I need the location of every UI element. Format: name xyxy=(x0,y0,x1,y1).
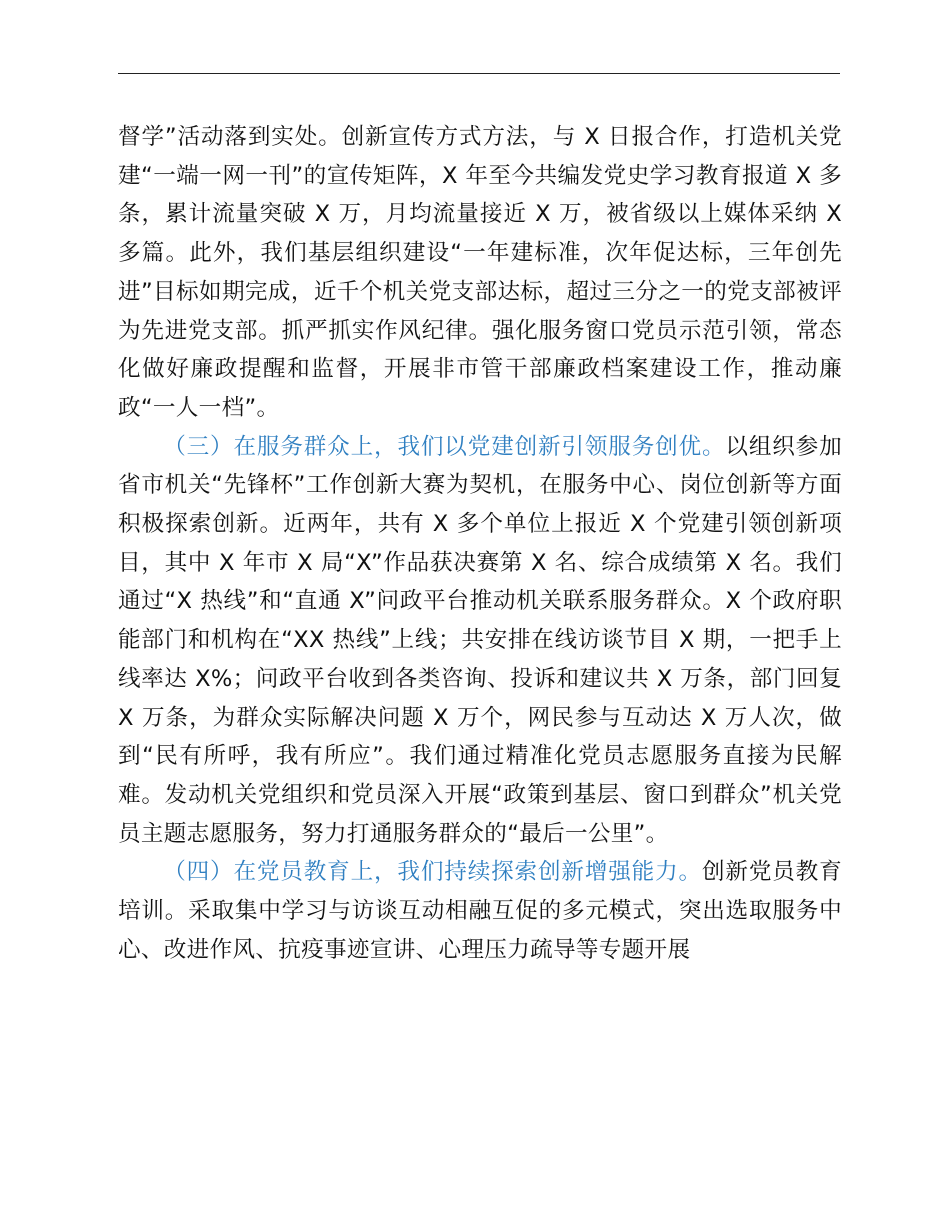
paragraph-continuation xyxy=(118,118,842,428)
section-heading-three: （三）在服务群众上，我们以党建创新引领服务创优。 xyxy=(163,433,726,460)
paragraph-service-masses xyxy=(118,428,842,854)
header-rule xyxy=(118,73,840,74)
paragraph-text: 创新党员教育培训。采取集中学习与访谈互动相融互促的多元模式，突出选取服务中心、改进作风、抗疫事迹宣讲、心理压力疏导等专题开展 xyxy=(118,859,842,963)
paragraph-text: 督学”活动落到实处。创新宣传方式方法，与 X 日报合作，打造机关党建“一端一网一刊”的宣传矩阵，X 年至今共编发党史学习教育报道 X 多条，累计流量突破 X 万，月均流量接近 X 万，被省级以上媒体采纳 X 多篇。此外，我们基层组织建设“一年建标准，次年促达标，三年创先进”目标如期完成，近千个机关党支部达标，超过三分之一的党支部被评为先进党支部。抓严抓实作风纪律。强化服务窗口党员示范引领，常态化做好廉政提醒和监督，开展非市管干部廉政档案建设工作，推动廉政“一人一档”。 xyxy=(118,124,842,421)
paragraph-text: 以组织参加省市机关“先锋杯”工作创新大赛为契机，在服务中心、岗位创新等方面积极探索创新。近两年，共有 X 多个单位上报近 X 个党建引领创新项目，其中 X 年市 X 局“X”作品获决赛第 X 名、综合成绩第 X 名。我们通过“X 热线”和“直通 X”问政平台推动机关联系服务群众。X 个政府职能部门和机构在“XX 热线”上线；共安排在线访谈节目 X 期，一把手上线率达 X%；问政平台收到各类咨询、投诉和建议共 X 万条，部门回复 X 万条，为群众实际解决问题 X 万个，网民参与互动达 X 万人次，做到“民有所呼，我有所应”。我们通过精准化党员志愿服务直接为民解难。发动机关党组织和党员深入开展“政策到基层、窗口到群众”机关党员主题志愿服务，努力打通服务群众的“最后一公里”。 xyxy=(118,433,843,847)
section-heading-four: （四）在党员教育上，我们持续探索创新增强能力。 xyxy=(163,859,702,886)
paragraph-member-education xyxy=(118,853,842,969)
document-body xyxy=(118,118,842,969)
